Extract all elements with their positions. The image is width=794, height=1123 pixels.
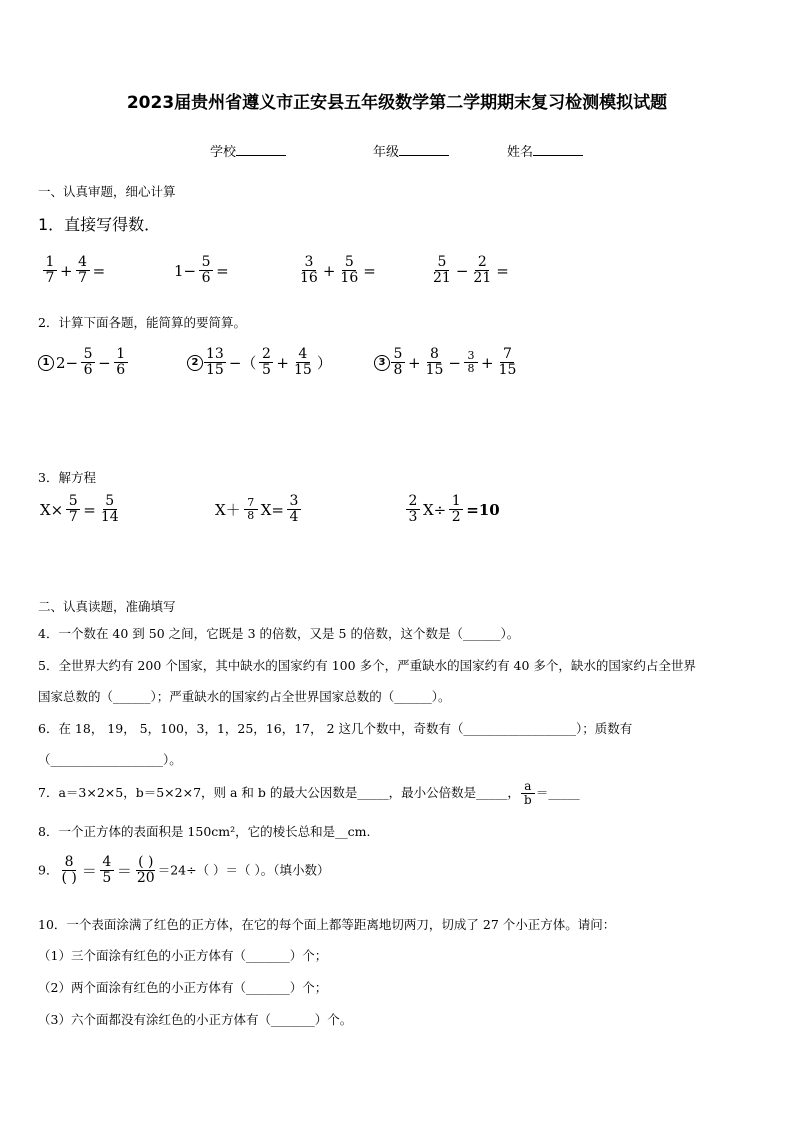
- q1-item-3: $\frac{3}{16}$ + $\frac{5}{16}$ =: [300, 254, 376, 287]
- q3-equation-2: X＋ $\frac{7}{8}$ X= $\frac{3}{4}$: [213, 494, 302, 526]
- question-10-sub-3: （3）六个面都没有涂红色的小正方体有（_______）个。: [38, 1012, 353, 1027]
- q2-problem-3: 3 $\frac{5}{8}$ + $\frac{8}{15}$ − $\frac{3}{8}$ + $\frac{7}{15}$: [374, 347, 519, 379]
- q3-equation-3: $\frac{2}{3}$ X÷ $\frac{1}{2}$ =10: [405, 494, 502, 526]
- question-8: 8．一个正方体的表面积是 150cm²，它的棱长总和是__cm.: [38, 824, 371, 839]
- q1-item-2: 1− $\frac{5}{6}$ =: [174, 254, 229, 287]
- question-10-stem: 10．一个表面涂满了红色的正方体，在它的每个面上都等距离地切两刀，切成了 27 个小正方体。请问：: [38, 917, 616, 932]
- section-2-heading: 二、认真读题，准确填写: [38, 599, 176, 614]
- circled-number-1: 1: [38, 355, 54, 371]
- grade-field[interactable]: [373, 141, 449, 160]
- grade-blank[interactable]: [399, 142, 449, 156]
- question-1-label: 1．直接写得数．: [38, 215, 161, 234]
- question-5-line-2: 国家总数的（______）；严重缺水的国家约占全世界国家总数的（______）。: [38, 689, 451, 704]
- question-10-sub-2: （2）两个面涂有红色的小正方体有（_______）个；: [38, 980, 328, 995]
- q1-item-1: $\frac{1}{7}$ + $\frac{4}{7}$ =: [42, 255, 107, 287]
- question-5-line-1: 5．全世界大约有 200 个国家，其中缺水的国家约有 100 多个，严重缺水的国家约有 40 多个，缺水的国家约占全世界: [38, 658, 696, 673]
- name-blank[interactable]: [533, 142, 583, 156]
- q1-item-4: $\frac{5}{21}$ − $\frac{2}{21}$ =: [433, 254, 509, 287]
- circled-number-2: 2: [187, 355, 203, 371]
- school-blank[interactable]: [236, 142, 286, 156]
- question-6-line-2: （__________________）。: [38, 752, 182, 767]
- grade-label: 年级: [373, 145, 400, 160]
- name-field[interactable]: [507, 141, 583, 160]
- q3-equation-1: X× $\frac{5}{7}$ = $\frac{5}{14}$: [40, 493, 119, 526]
- question-3-label: 3．解方程: [38, 470, 96, 485]
- question-4: 4．一个数在 40 到 50 之间，它既是 3 的倍数，又是 5 的倍数，这个数是（______）。: [38, 626, 520, 641]
- school-label: 学校: [210, 145, 237, 160]
- question-10-sub-1: （1）三个面涂有红色的小正方体有（_______）个；: [38, 948, 328, 963]
- q2-problem-2: 2 $\frac{13}{15}$ −（ $\frac{2}{5}$ + $\frac{4}{15}$ ）: [187, 347, 334, 379]
- q2-problem-1: 1 2− $\frac{5}{6}$ − $\frac{1}{6}$: [38, 347, 129, 379]
- school-field[interactable]: [210, 141, 286, 160]
- question-7: 7．a＝3×2×5，b＝5×2×7，则 a 和 b 的最大公因数是_____，最小公倍数是_____， $\frac{a}{b}$ ＝_____: [38, 779, 580, 808]
- question-9: 9． $\frac{8}{( )}$ ＝ $\frac{4}{5}$ ＝ $\frac{( )}{20}$ ＝24÷（ ）＝（ ）。（填小数）: [38, 854, 330, 887]
- page-title: 2023届贵州省遵义市正安县五年级数学第二学期期末复习检测模拟试题: [126, 93, 668, 113]
- name-label: 姓名: [507, 145, 534, 160]
- question-2-label: 2．计算下面各题，能简算的要简算。: [38, 315, 246, 330]
- section-1-heading: 一、认真审题，细心计算: [38, 184, 176, 199]
- question-6-line-1: 6．在 18， 19， 5，100，3，1，25，16，17， 2 这几个数中，奇数有（__________________）；质数有: [38, 721, 633, 736]
- circled-number-3: 3: [374, 355, 390, 371]
